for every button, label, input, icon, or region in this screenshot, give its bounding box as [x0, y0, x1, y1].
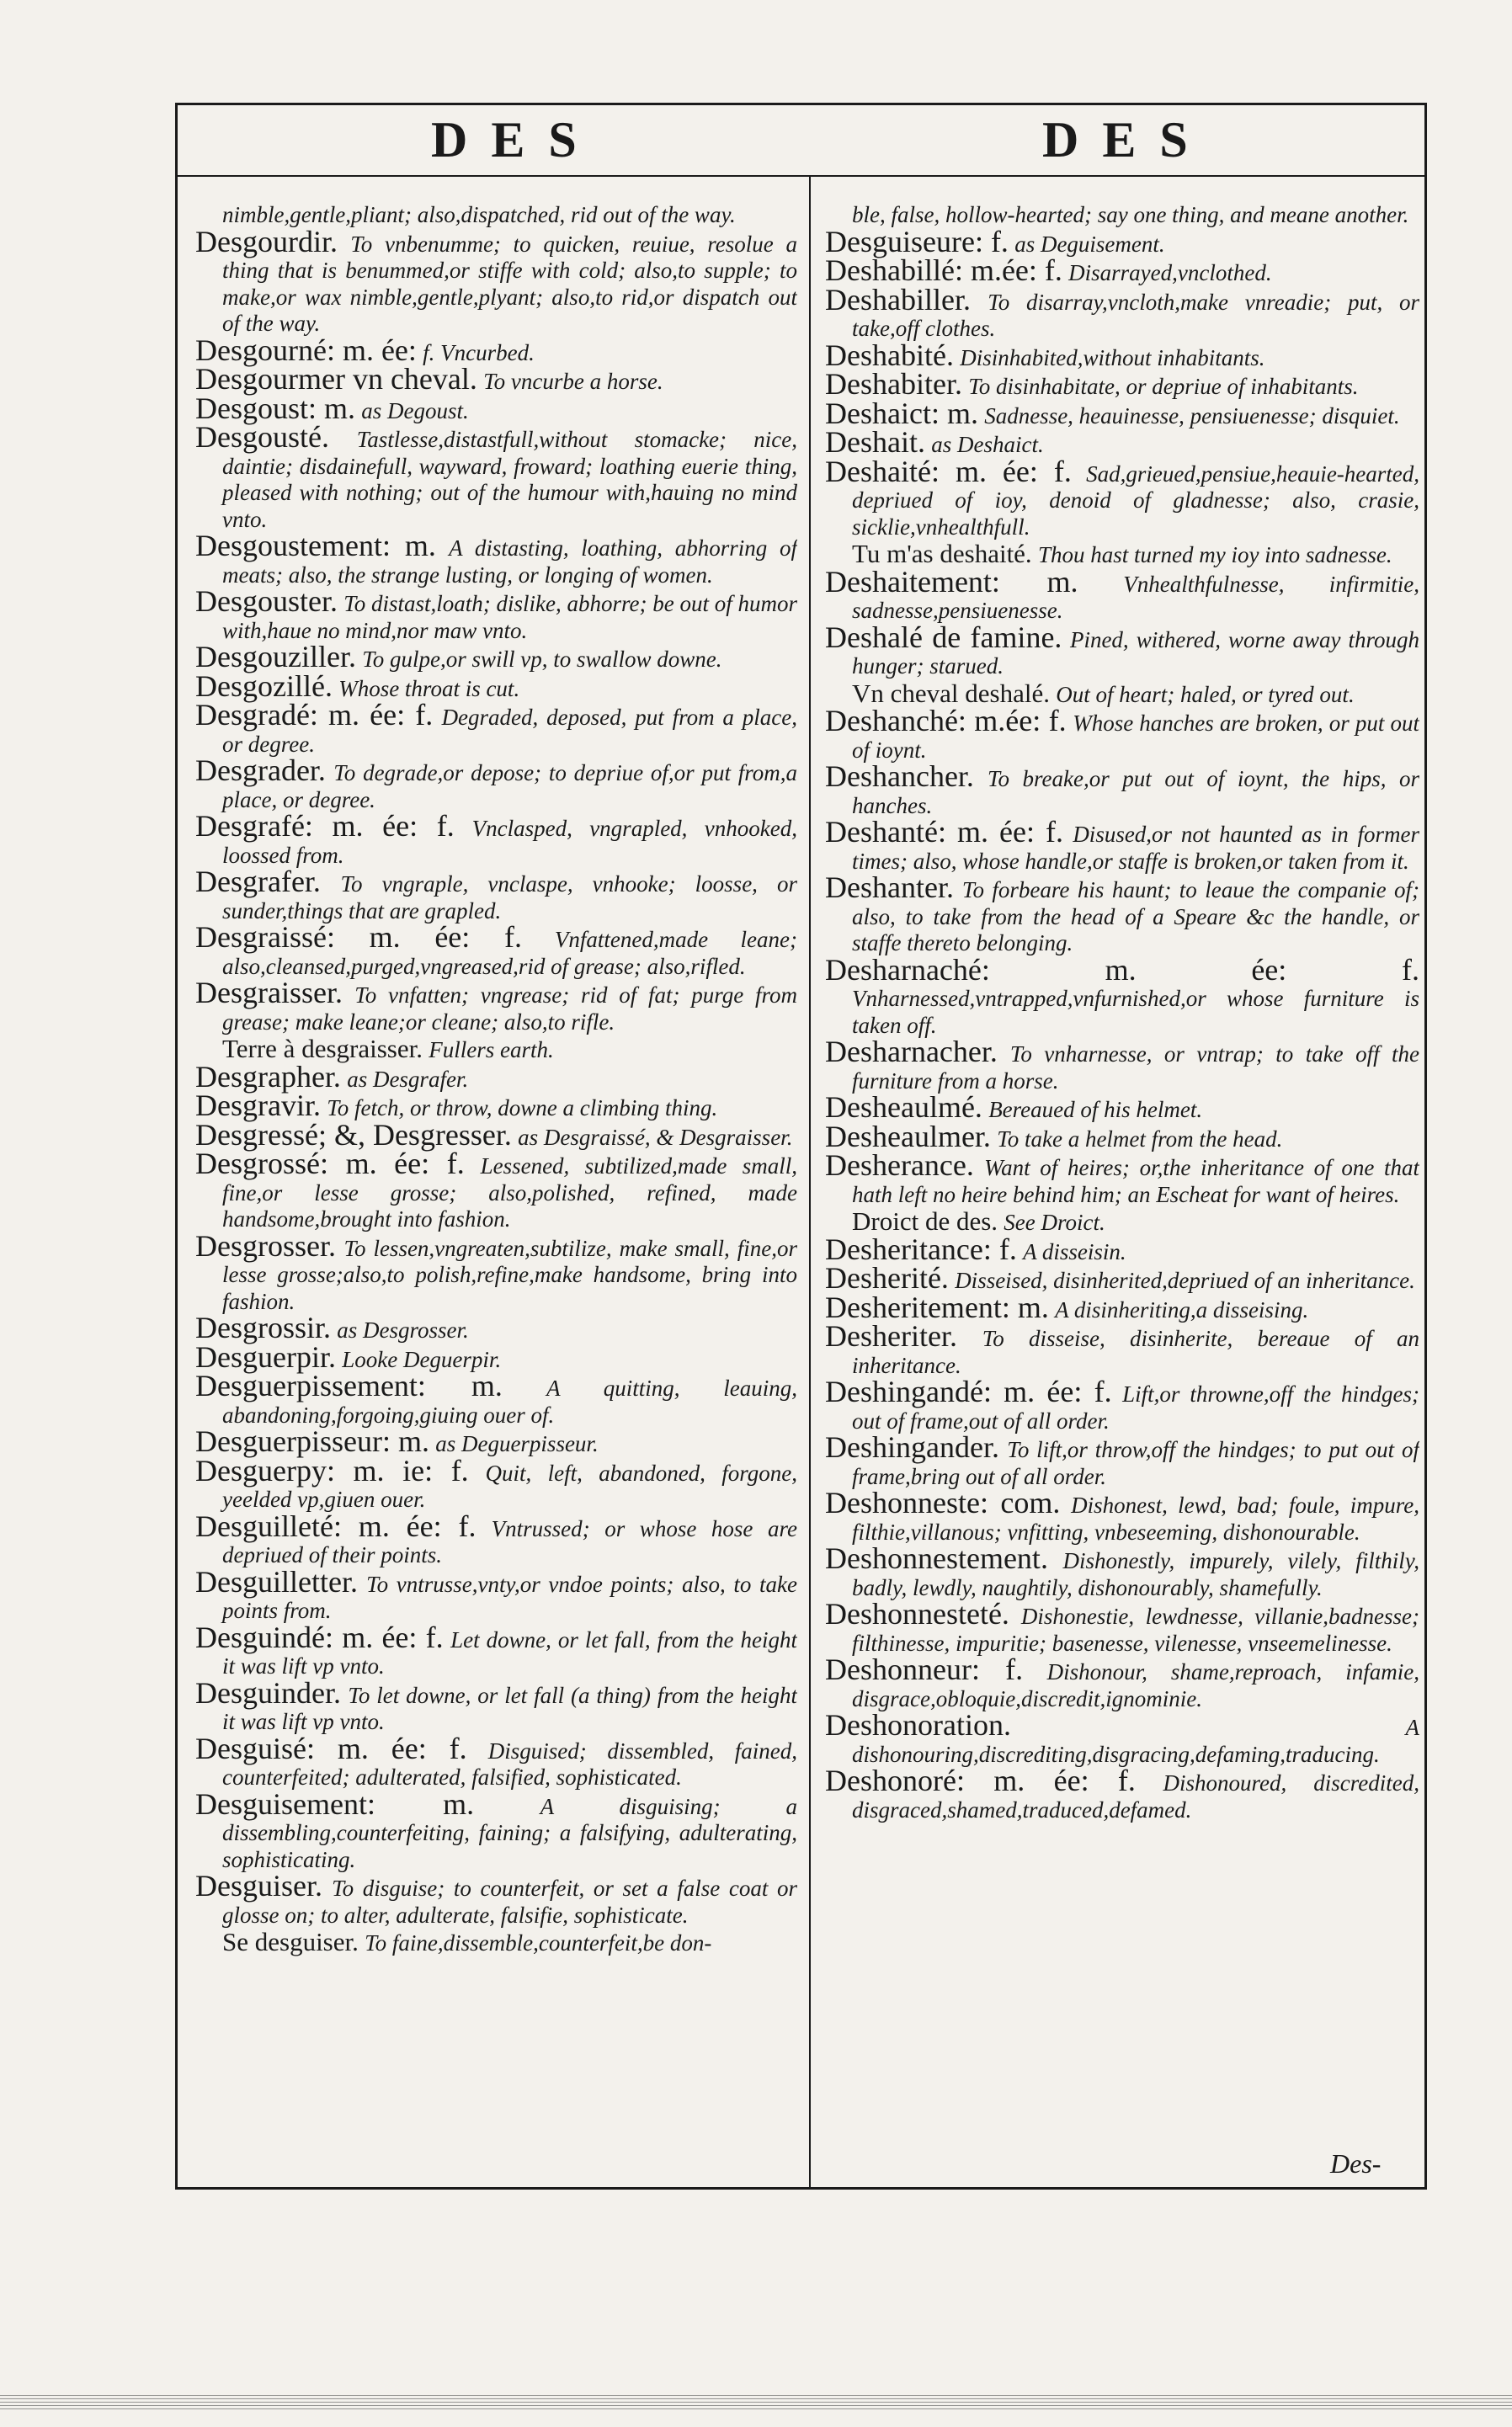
- entry-definition: To lessen,vngreaten,subtilize, make small, fine,or lesse grosse;also,to polish,refine,make handsome, bring into fashion.: [222, 1235, 797, 1314]
- dictionary-entry: [195, 224, 797, 338]
- entry-definition: Pined, withered, worne away through hunger; starued.: [852, 626, 1419, 679]
- entry-headword: Desgrossé: m. ée: f.: [195, 1147, 465, 1180]
- entry-headword: Desguerpir.: [195, 1339, 336, 1374]
- entry-definition: To disinhabitate, or depriue of inhabitants.: [968, 374, 1359, 399]
- entry-definition: Want of heires; or,the inheritance of one that hath left no heire behind him; an Escheat for want of heires.: [852, 1155, 1419, 1207]
- entry-headword: Deshonneste: com.: [825, 1486, 1061, 1520]
- entry-definition: To fetch, or throw, downe a climbing thing.: [327, 1095, 718, 1120]
- entry-definition: To disseise, disinherite, bereaue of an inheritance.: [852, 1326, 1419, 1378]
- dictionary-entry: [825, 564, 1419, 625]
- dictionary-entry: [195, 420, 797, 533]
- entry-definition: f. Vncurbed.: [423, 339, 535, 365]
- entry-headword: Deshonneur: f.: [825, 1653, 1024, 1686]
- entry-definition: Fullers earth.: [429, 1037, 554, 1062]
- entry-headword: Desgouziller.: [195, 640, 356, 673]
- dictionary-entry: [195, 1509, 797, 1569]
- dictionary-entry: [195, 809, 797, 869]
- entry-headword: Desgozillé.: [195, 668, 333, 703]
- entry-definition: A disseisin.: [1023, 1238, 1126, 1264]
- entry-headword: Desgourmer vn cheval.: [195, 362, 477, 396]
- entry-headword: Deshanché: m.ée: f.: [825, 704, 1067, 737]
- entry-headword: Desguindé: m. ée: f.: [195, 1620, 444, 1654]
- entry-headword: Desheritement: m.: [825, 1290, 1049, 1324]
- entry-headword: Droict de des.: [852, 1206, 998, 1236]
- entry-definition: Dishonoured, discredited, disgraced,shamed,traduced,defamed.: [852, 1770, 1419, 1823]
- frame-left-rule: [175, 103, 178, 2189]
- entry-headword: Deshalé de famine.: [825, 620, 1062, 654]
- entry-definition: Dishonestie, lewdnesse, villanie,badnesse; filthinesse, impuritie; basenesse, vilenesse, vnseemelinesse.: [852, 1604, 1419, 1656]
- entry-definition: A disguising; a dissembling,counterfeiting, faining; a falsifying, adulterating, sophisticating.: [222, 1793, 797, 1872]
- entry-headword: Desguisement: m.: [195, 1786, 475, 1821]
- entry-definition: as Desgrafer.: [347, 1066, 469, 1092]
- entry-headword: Deshancher.: [825, 759, 974, 793]
- dictionary-entry: [195, 865, 797, 924]
- dictionary-entry: [825, 704, 1419, 764]
- dictionary-entry: [195, 1620, 797, 1680]
- entry-definition: See Droict.: [1004, 1210, 1105, 1235]
- entry-headword: Desherance.: [825, 1148, 974, 1182]
- dictionary-entry: [825, 952, 1419, 1040]
- entry-headword: Desgradé: m. ée: f.: [195, 698, 434, 732]
- entry-definition: To vnfatten; vngrease; rid of fat; purge from grease; make leane;or cleane; also,to rifle.: [222, 982, 797, 1035]
- dictionary-entry: [825, 620, 1419, 680]
- dictionary-entry: [825, 1319, 1419, 1379]
- dictionary-entry: [195, 1453, 797, 1514]
- dictionary-entry: [825, 1035, 1419, 1094]
- entry-definition: Bereaued of his helmet.: [988, 1097, 1203, 1122]
- scan-edge-lines: [0, 2395, 1512, 2412]
- entry-headword: Deshingandé: m. ée: f.: [825, 1375, 1112, 1408]
- entry-definition: Whose throat is cut.: [338, 675, 520, 701]
- entry-definition: Tastlesse,distastfull,without stomacke; nice, daintie; disdainefull, wayward, froward; loathing euerie thing, pleased with nothing; out of the humour with,hauing no mind vnto.: [222, 427, 797, 532]
- entry-definition: To forbeare his haunt; to leaue the companie of; also, to take from the head of a Speare &c the handle, or staffe thereto belonging.: [852, 877, 1419, 955]
- entry-headword: Desgrapher.: [195, 1059, 341, 1094]
- entry-headword: Deshonoration.: [825, 1708, 1011, 1742]
- entry-definition: Vnclasped, vngrapled, vnhooked, loossed from.: [222, 816, 797, 868]
- entry-definition: A disinheriting,a disseising.: [1055, 1296, 1309, 1323]
- entry-headword: Desgouster.: [195, 584, 338, 618]
- entry-definition: To vntrusse,vnty,or vndoe points; also, to take points from.: [222, 1571, 797, 1623]
- entry-definition: Disseised, disinherited,depriued of an inheritance.: [955, 1268, 1415, 1293]
- catchword: Des-: [1330, 2148, 1382, 2179]
- dictionary-entry: [195, 976, 797, 1035]
- frame-top-rule: [175, 103, 1426, 105]
- entry-headword: Desgrafer.: [195, 865, 321, 898]
- entry-headword: Se desguiser.: [222, 1927, 359, 1956]
- entry-headword: Deshonnesteté.: [825, 1597, 1009, 1631]
- entry-headword: Desguilletter.: [195, 1564, 358, 1599]
- dictionary-entry: [825, 1430, 1419, 1490]
- dictionary-entry: [825, 1764, 1419, 1823]
- entry-definition: nimble,gentle,pliant; also,dispatched, rid out of the way.: [222, 202, 736, 227]
- dictionary-entry: [825, 870, 1419, 957]
- entry-definition: as Desgrosser.: [337, 1317, 469, 1343]
- dictionary-entry: [825, 1541, 1419, 1601]
- entry-definition: Disguised; dissembled, fained, counterfeited; adulterated, falsified, sophisticated.: [222, 1738, 797, 1790]
- entry-definition: Looke Deguerpir.: [342, 1346, 502, 1372]
- entry-headword: Desgraissé: m. ée: f.: [195, 920, 522, 954]
- entry-definition: as Deguerpisseur.: [435, 1431, 599, 1456]
- entry-headword: Desharnacher.: [825, 1035, 998, 1068]
- entry-headword: Desheriter.: [825, 1319, 957, 1353]
- entry-definition: Disarrayed,vnclothed.: [1068, 260, 1272, 285]
- dictionary-entry: [825, 282, 1419, 343]
- entry-definition: A distasting, loathing, abhorring of meats; also, the strange lusting, or longing of women.: [222, 535, 797, 588]
- dictionary-entry: [825, 1148, 1419, 1208]
- entry-headword: Deshaité: m. ée: f.: [825, 454, 1072, 488]
- entry-definition: To distast,loath; dislike, abhorre; be out of humor with,haue no mind,nor maw vnto.: [222, 591, 797, 643]
- entry-definition: Sadnesse, heauinesse, pensiuenesse; disquiet.: [984, 402, 1400, 428]
- entry-headword: Desherité.: [825, 1261, 949, 1295]
- entry-definition: Let downe, or let fall, from the height it was lift vp vnto.: [222, 1626, 797, 1679]
- entry-definition: Out of heart; haled, or tyred out.: [1056, 681, 1355, 707]
- entry-definition: Dishonest, lewd, bad; foule, impure, filthie,villanous; vnfitting, vnbeseeming, dishonourable.: [852, 1493, 1419, 1545]
- entry-headword: Desguiser.: [195, 1869, 322, 1903]
- dictionary-entry: [195, 529, 797, 588]
- entry-headword: Desgrossir.: [195, 1311, 331, 1344]
- entry-definition: To degrade,or depose; to depriue of,or put from,a place, or degree.: [222, 760, 797, 812]
- entry-headword: Deshonoré: m. ée: f.: [825, 1764, 1136, 1797]
- entry-definition: To let downe, or let fall (a thing) from the height it was lift vp vnto.: [222, 1682, 797, 1734]
- entry-headword: Tu m'as deshaité.: [852, 539, 1032, 568]
- entry-definition: To disarray,vncloth,make vnreadie; put, or take,off clothes.: [852, 289, 1419, 341]
- entry-definition: To take a helmet from the head.: [997, 1126, 1283, 1152]
- dictionary-entry: [825, 454, 1419, 541]
- entry-headword: Desguerpy: m. ie: f.: [195, 1453, 469, 1488]
- dictionary-entry: [195, 1731, 797, 1791]
- header-rule: [175, 175, 1426, 177]
- entry-headword: Deshanter.: [825, 870, 954, 904]
- entry-headword: Deshaict: m.: [825, 396, 978, 430]
- running-head-left: DES: [431, 112, 600, 168]
- dictionary-entry: [825, 1708, 1419, 1768]
- entry-headword: Terre à desgraisser.: [222, 1034, 423, 1063]
- entry-definition: Vntrussed; or whose hose are depriued of their points.: [222, 1515, 797, 1567]
- entry-headword: Deshingander.: [825, 1430, 999, 1464]
- dictionary-entry: [825, 1486, 1419, 1546]
- entry-headword: Desguinder.: [195, 1675, 341, 1710]
- entry-headword: Desguiseure: f.: [825, 224, 1009, 258]
- entry-headword: Desgourdir.: [195, 224, 338, 258]
- entry-definition: Disused,or not haunted as in former times; also, whose handle,or staffe is broken,or taken from it.: [852, 822, 1419, 874]
- entry-headword: Desgrader.: [195, 753, 326, 787]
- entry-definition: To vnbenumme; to quicken, reuiue, resolue a thing that is benummed,or stiffe with cold; also,to supple; to make,or wax nimble,gentle,plyant; also,to rid,or dispatch out of the way.: [222, 231, 797, 336]
- entry-headword: Desgrafé: m. ée: f.: [195, 809, 455, 843]
- entry-definition: as Deguisement.: [1014, 231, 1165, 257]
- entry-headword: Desguisé: m. ée: f.: [195, 1731, 467, 1765]
- entry-definition: ble, false, hollow-hearted; say one thing, and meane another.: [852, 202, 1409, 227]
- dictionary-entry: [195, 1675, 797, 1736]
- entry-headword: Desharnaché: m. ée: f.: [825, 952, 1419, 987]
- entry-headword: Desheaulmé.: [825, 1090, 982, 1124]
- dictionary-entry: [825, 815, 1419, 875]
- entry-headword: Desgrosser.: [195, 1228, 336, 1263]
- entry-definition: Thou hast turned my ioy into sadnesse.: [1037, 542, 1392, 567]
- entry-definition: Dishonestly, impurely, vilely, filthily, badly, lewdly, naughtily, dishonourably, shamefully.: [852, 1548, 1419, 1600]
- dictionary-entry: [195, 1369, 797, 1429]
- dictionary-entry: [825, 1375, 1419, 1434]
- entry-definition: Vnharnessed,vntrapped,vnfurnished,or whose furniture is taken off.: [852, 986, 1419, 1038]
- dictionary-entry: [195, 1929, 797, 1957]
- entry-definition: To disguise; to counterfeit, or set a false coat or glosse on; to alter, adulterate, falsifie, sophisticate.: [222, 1876, 797, 1928]
- entry-definition: To faine,dissemble,counterfeit,be don-: [365, 1930, 712, 1956]
- dictionary-entry: [195, 1228, 797, 1316]
- dictionary-entry: [825, 1653, 1419, 1712]
- dictionary-entry: [195, 698, 797, 758]
- dictionary-entry: [195, 1869, 797, 1929]
- entry-headword: Desguilleté: m. ée: f.: [195, 1509, 476, 1543]
- entry-headword: Desgoust: m.: [195, 391, 356, 425]
- entry-definition: To vngraple, vnclaspe, vnhooke; loosse, or sunder,things that are grapled.: [222, 871, 797, 923]
- entry-definition: Disinhabited,without inhabitants.: [960, 344, 1265, 370]
- entry-headword: Deshabiter.: [825, 367, 962, 401]
- entry-definition: Vnfattened,made leane; also,cleansed,purged,vngreased,rid of grease; also,rifled.: [222, 927, 797, 979]
- entry-headword: Desguerpisseur: m.: [195, 1424, 429, 1458]
- dictionary-entry: [195, 1147, 797, 1233]
- entry-definition: Quit, left, abandoned, forgone, yeelded vp,giuen ouer.: [222, 1460, 797, 1512]
- dictionary-entry: [195, 1564, 797, 1625]
- column-divider: [809, 175, 811, 2189]
- entry-headword: Desgoustement: m.: [195, 529, 436, 562]
- entry-definition: A quitting, leauing, abandoning,forgoing,giuing ouer of.: [222, 1376, 797, 1428]
- entry-headword: Desgressé; &, Desgresser.: [195, 1117, 512, 1152]
- entry-definition: To vnharnesse, or vntrap; to take off the furniture from a horse.: [852, 1041, 1419, 1094]
- dictionary-entry: [195, 920, 797, 980]
- entry-definition: To gulpe,or swill vp, to swallow downe.: [362, 647, 722, 672]
- dictionary-entry: [825, 1597, 1419, 1657]
- entry-headword: Deshabillé: m.ée: f.: [825, 253, 1062, 287]
- frame-right-rule: [1424, 103, 1427, 2189]
- entry-definition: Dishonour, shame,reproach, infamie, disgrace,obloquie,discredit,ignominie.: [852, 1659, 1419, 1711]
- entry-headword: Deshanté: m. ée: f.: [825, 815, 1064, 849]
- left-column: [195, 202, 797, 2180]
- entry-definition: To vncurbe a horse.: [483, 369, 663, 394]
- right-column: [825, 202, 1419, 2180]
- entry-headword: Deshabité.: [825, 338, 954, 372]
- entry-definition: as Deshaict.: [931, 432, 1044, 457]
- entry-headword: Deshabiller.: [825, 282, 971, 317]
- entry-headword: Desguerpissement: m.: [195, 1369, 503, 1402]
- running-head-right: DES: [1042, 112, 1211, 168]
- entry-definition: Whose hanches are broken, or put out of ioynt.: [852, 711, 1419, 763]
- entry-definition: A dishonouring,discrediting,disgracing,defaming,traducing.: [852, 1715, 1419, 1767]
- entry-definition: Lift,or throwne,off the hindges; out of frame,out of all order.: [852, 1381, 1419, 1434]
- dictionary-entry: [195, 584, 797, 644]
- frame-bottom-rule: [175, 2187, 1427, 2190]
- entry-headword: Desgraisser.: [195, 976, 343, 1009]
- entry-definition: as Desgraissé, & Desgraisser.: [518, 1124, 793, 1150]
- entry-definition: Lessened, subtilized,made small, fine,or lesse grosse; also,polished, refined, made handsome,brought into fashion.: [222, 1153, 797, 1232]
- entry-headword: Deshait.: [825, 425, 925, 459]
- entry-headword: Desgousté.: [195, 420, 329, 454]
- entry-definition: To lift,or throw,off the hindges; to put out of frame,bring out of all order.: [852, 1437, 1419, 1489]
- entry-definition: Sad,grieued,pensiue,heauie-hearted, depriued of ioy, denoid of gladnesse; also, crasie, sicklie,vnhealthfull.: [852, 460, 1419, 540]
- entry-headword: Desgourné: m. ée:: [195, 333, 417, 367]
- dictionary-entry: [195, 1786, 797, 1874]
- entry-definition: as Degoust.: [361, 397, 469, 423]
- entry-headword: Vn cheval deshalé.: [852, 678, 1050, 708]
- dictionary-entry: [825, 759, 1419, 819]
- entry-headword: Deshonnestement.: [825, 1541, 1048, 1575]
- entry-headword: Desheritance: f.: [825, 1232, 1017, 1266]
- entry-definition: Vnhealthfulnesse, infirmitie, sadnesse,pensiuenesse.: [852, 571, 1419, 623]
- dictionary-entry: [195, 753, 797, 813]
- entry-headword: Desheaulmer.: [825, 1119, 991, 1153]
- entry-headword: Desgravir.: [195, 1088, 321, 1122]
- entry-headword: Deshaitement: m.: [825, 564, 1078, 599]
- entry-definition: Degraded, deposed, put from a place, or degree.: [222, 705, 797, 757]
- entry-definition: To breake,or put out of ioynt, the hips, or hanches.: [852, 766, 1419, 818]
